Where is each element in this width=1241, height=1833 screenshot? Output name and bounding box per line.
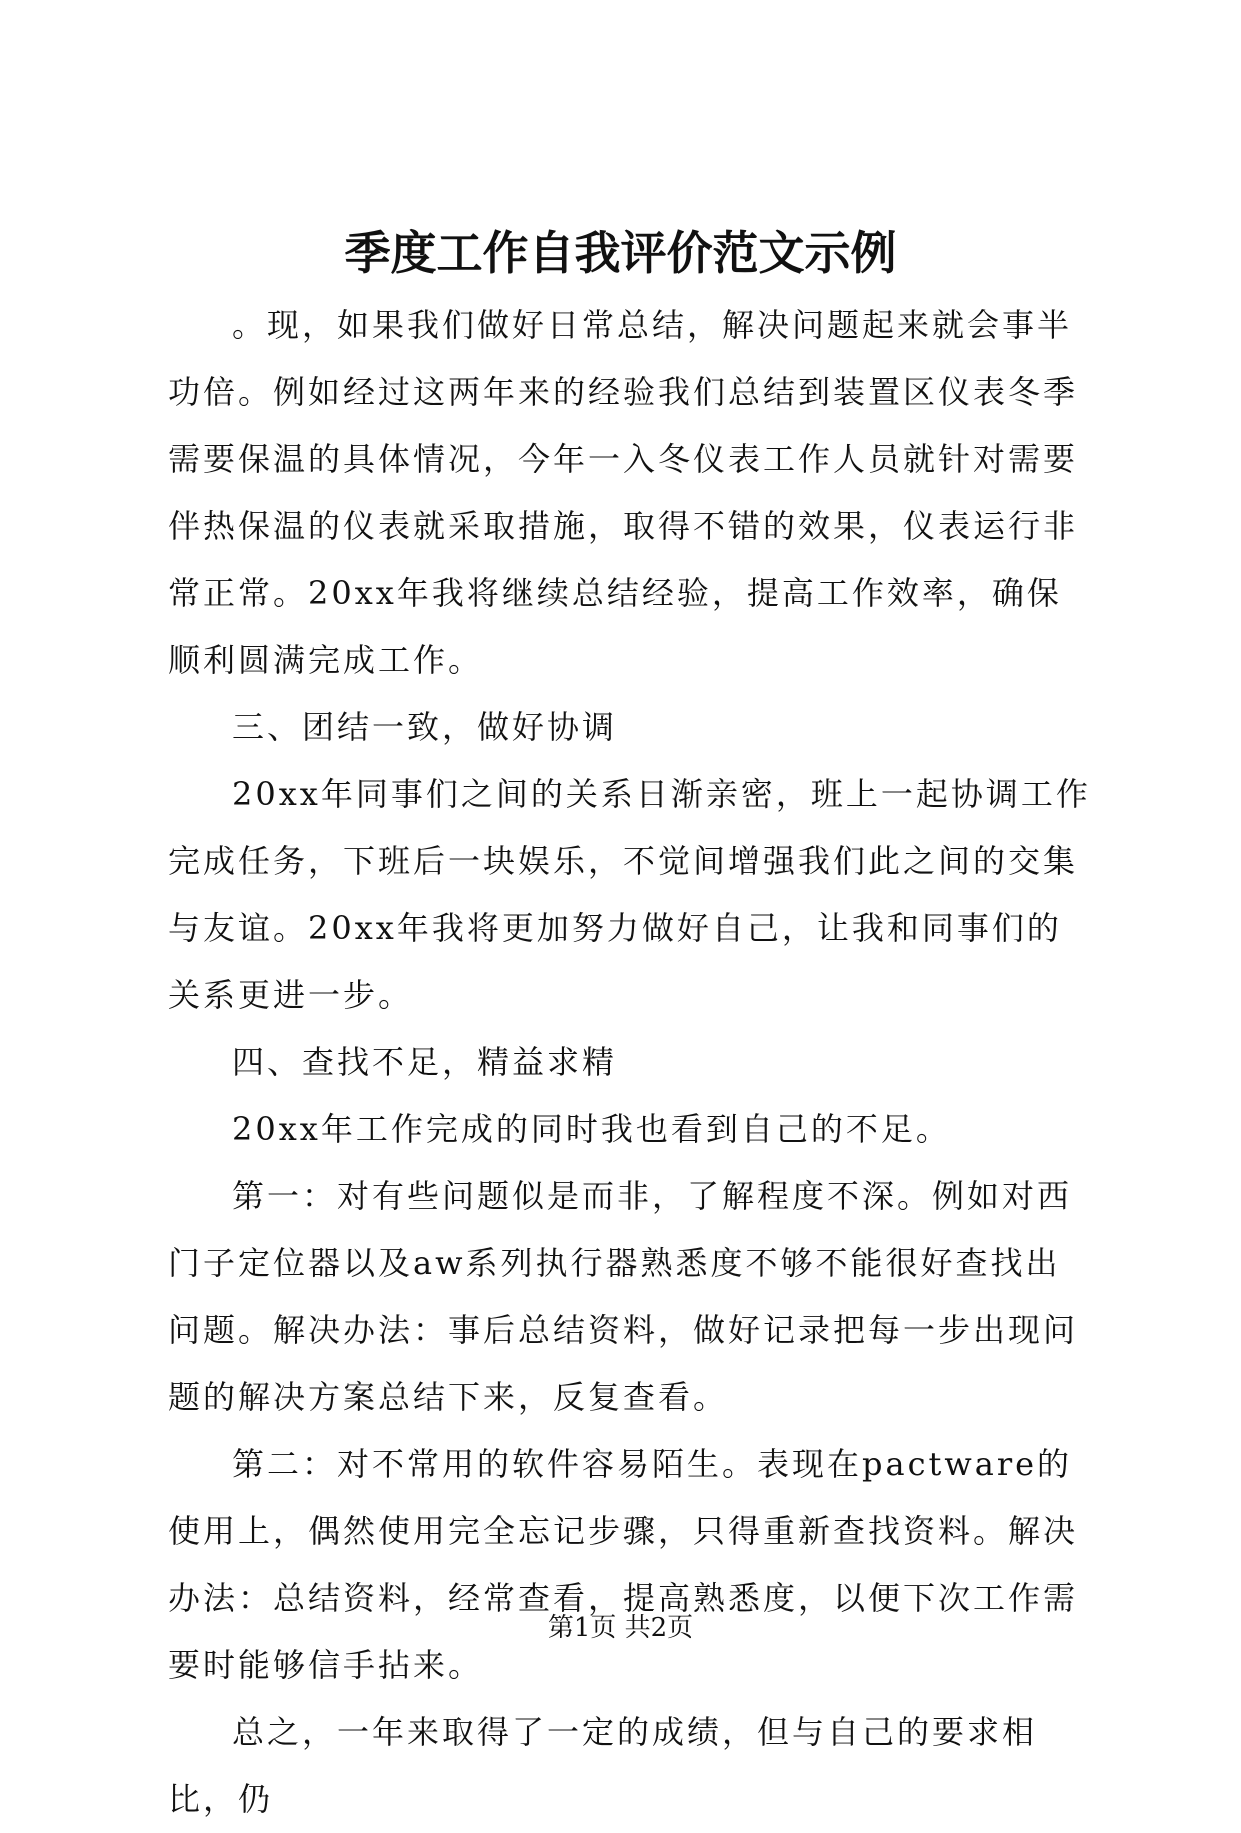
paragraph-shortcomings-intro: 20xx年工作完成的同时我也看到自己的不足。 — [232, 1110, 951, 1148]
section-heading-shortcomings: 四、查找不足，精益求精 — [232, 1043, 618, 1081]
paragraph-second-shortcoming: 第二：对不常用的软件容易陌生。表现在pactware的使用上，偶然使用完全忘记步骤，只得重新查找资料。解决办法：总结资料，经常查看，提高熟悉度，以便下次工作需要时能够信手拈来。 — [168, 1445, 1079, 1684]
paragraph-intro: 。现，如果我们做好日常总结，解决问题起来就会事半功倍。例如经过这两年来的经验我们总结到装置区仪表冬季需要保温的具体情况，今年一入冬仪表工作人员就针对需要伴热保温的仪表就采取措施，取得不错的效果，仪表运行非常正常。20xx年我将继续总结经验，提高工作效率，确保顺利圆满完成工作。 — [168, 306, 1079, 679]
paragraph-conclusion: 总之，一年来取得了一定的成绩，但与自己的要求相比，仍 — [168, 1713, 1038, 1818]
document-body — [168, 292, 1095, 1833]
section-heading-unity: 三、团结一致，做好协调 — [232, 708, 618, 746]
paragraph-first-shortcoming: 第一：对有些问题似是而非，了解程度不深。例如对西门子定位器以及aw系列执行器熟悉度不够不能很好查找出问题。解决办法：事后总结资料，做好记录把每一步出现问题的解决方案总结下来，反复查看。 — [168, 1177, 1079, 1416]
document-title: 季度工作自我评价范文示例 — [344, 226, 897, 280]
page-number-footer: 第1页 共2页 — [547, 1613, 694, 1643]
paragraph-colleague-relations: 20xx年同事们之间的关系日渐亲密，班上一起协调工作完成任务，下班后一块娱乐，不觉间增强我们此之间的交集与友谊。20xx年我将更加努力做好自己，让我和同事们的关系更进一步。 — [168, 775, 1091, 1014]
